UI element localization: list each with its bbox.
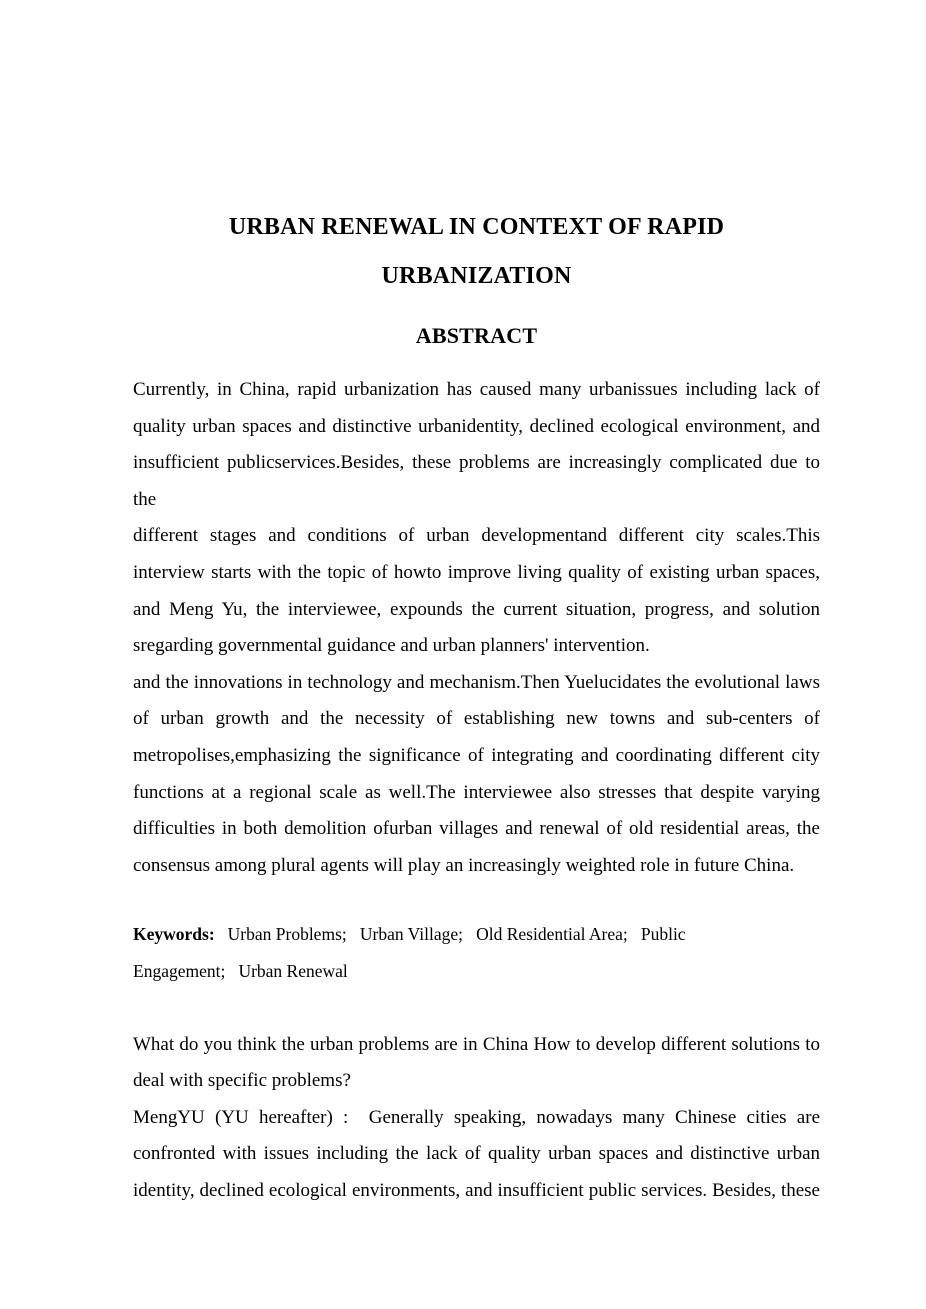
- text-line: difficulties in both demolition ofurban villages and renewal of old residential areas, the: [133, 818, 820, 840]
- keywords-line-2: Engagement; Urban Renewal: [133, 960, 348, 981]
- text-line: Currently, in China, rapid urbanization has caused many urbanissues including lack of: [133, 379, 820, 400]
- text-line: deal with specific problems?: [133, 1070, 351, 1092]
- abstract-paragraph-1: [133, 372, 820, 665]
- text-line: identity, declined ecological environments, and insufficient public services. Besides, these: [133, 1179, 820, 1201]
- text-line: confronted with issues including the lack of quality urban spaces and distinctive urban: [133, 1143, 820, 1165]
- text-line: interview starts with the topic of howto improve living quality of existing urban spaces,: [133, 561, 820, 583]
- interview-answer: [133, 1100, 820, 1210]
- text-line: quality urban spaces and distinctive urbanidentity, declined ecological environment, and: [133, 415, 820, 437]
- text-line: different stages and conditions of urban developmentand different city scales.This: [133, 525, 820, 547]
- interview-question: [133, 1027, 820, 1100]
- text-line: metropolises,emphasizing the significance of integrating and coordinating different city: [133, 744, 820, 766]
- text-line: of urban growth and the necessity of establishing new towns and sub-centers of: [133, 708, 820, 730]
- abstract-heading: ABSTRACT: [415, 323, 538, 348]
- text-line: and Meng Yu, the interviewee, expounds the current situation, progress, and solution: [133, 598, 820, 620]
- text-line: insufficient publicservices.Besides, these problems are increasingly complicated due to the: [133, 452, 820, 510]
- text-line: functions at a regional scale as well.The interviewee also stresses that despite varying: [133, 781, 820, 803]
- text-line: MengYU (YU hereafter) : Generally speaking, nowadays many Chinese cities are: [133, 1106, 820, 1128]
- document-title: URBAN RENEWAL IN CONTEXT OF RAPID URBANIZATION: [228, 214, 725, 289]
- abstract-paragraph-2: [133, 665, 820, 885]
- text-line: What do you think the urban problems are in China How to develop different solutions to: [133, 1033, 820, 1055]
- keywords-text: Urban Problems; Urban Village; Old Residential Area; Public: [227, 924, 686, 945]
- keywords-label: Keywords:: [133, 924, 215, 945]
- keywords-section: [133, 916, 820, 989]
- keywords-line-1: [133, 916, 820, 953]
- text-line: sregarding governmental guidance and urban planners' intervention.: [133, 635, 650, 657]
- text-line: and the innovations in technology and mechanism.Then Yuelucidates the evolutional laws: [133, 671, 820, 693]
- text-line: consensus among plural agents will play an increasingly weighted role in future China.: [133, 854, 795, 876]
